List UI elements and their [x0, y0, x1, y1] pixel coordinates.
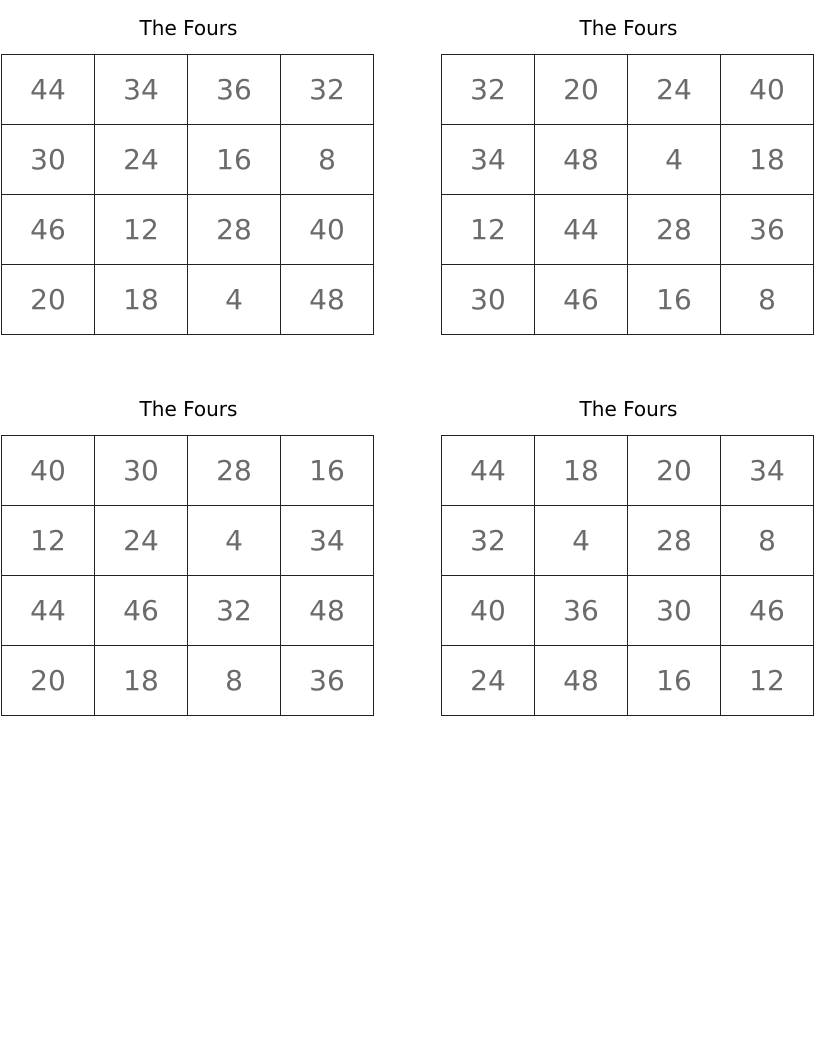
- grid-cell: 44: [2, 576, 95, 646]
- grid-cell: 12: [2, 506, 95, 576]
- grid-cell: 46: [535, 265, 628, 335]
- grid-cell: 20: [2, 265, 95, 335]
- grid-cell: 16: [628, 265, 721, 335]
- bingo-card-1: [1, 16, 376, 316]
- grid-cell: 20: [2, 646, 95, 716]
- grid-cell: 30: [442, 265, 535, 335]
- grid-cell: 48: [535, 646, 628, 716]
- grid-cell: 44: [535, 195, 628, 265]
- number-grid: [1, 54, 374, 335]
- grid-cell: 12: [442, 195, 535, 265]
- grid-cell: 18: [95, 265, 188, 335]
- grid-cell: 34: [442, 125, 535, 195]
- grid-cell: 46: [721, 576, 814, 646]
- grid-cell: 20: [628, 436, 721, 506]
- grid-cell: 18: [721, 125, 814, 195]
- number-grid: [441, 435, 814, 716]
- grid-cell: 32: [442, 55, 535, 125]
- grid-cell: 36: [535, 576, 628, 646]
- grid-cell: 20: [535, 55, 628, 125]
- grid-cell: 24: [95, 506, 188, 576]
- grid-cell: 24: [628, 55, 721, 125]
- grid-cell: 40: [442, 576, 535, 646]
- grid-cell: 4: [535, 506, 628, 576]
- grid-cell: 16: [281, 436, 374, 506]
- grid-row: [2, 195, 374, 265]
- grid-cell: 40: [2, 436, 95, 506]
- card-title: The Fours: [579, 397, 678, 421]
- grid-row: [2, 125, 374, 195]
- bingo-card-2: [441, 16, 816, 316]
- grid-row: [442, 125, 814, 195]
- grid-cell: 32: [442, 506, 535, 576]
- grid-cell: 30: [2, 125, 95, 195]
- grid-cell: 40: [721, 55, 814, 125]
- bingo-card-3: [1, 397, 376, 697]
- grid-cell: 4: [188, 506, 281, 576]
- grid-cell: 28: [188, 436, 281, 506]
- grid-row: [442, 436, 814, 506]
- grid-cell: 28: [628, 506, 721, 576]
- grid-row: [2, 55, 374, 125]
- grid-cell: 36: [188, 55, 281, 125]
- grid-cell: 46: [2, 195, 95, 265]
- grid-cell: 36: [281, 646, 374, 716]
- grid-cell: 32: [281, 55, 374, 125]
- grid-row: [442, 265, 814, 335]
- number-grid: [1, 435, 374, 716]
- grid-cell: 28: [188, 195, 281, 265]
- grid-cell: 30: [628, 576, 721, 646]
- grid-cell: 8: [721, 506, 814, 576]
- number-grid: [441, 54, 814, 335]
- grid-cell: 12: [95, 195, 188, 265]
- grid-row: [442, 576, 814, 646]
- grid-cell: 46: [95, 576, 188, 646]
- grid-row: [2, 506, 374, 576]
- grid-cell: 48: [281, 265, 374, 335]
- grid-cell: 48: [281, 576, 374, 646]
- bingo-card-4: [441, 397, 816, 697]
- grid-cell: 18: [535, 436, 628, 506]
- grid-cell: 18: [95, 646, 188, 716]
- grid-cell: 40: [281, 195, 374, 265]
- grid-row: [442, 195, 814, 265]
- card-title: The Fours: [139, 397, 238, 421]
- grid-row: [2, 265, 374, 335]
- grid-cell: 34: [95, 55, 188, 125]
- grid-cell: 44: [2, 55, 95, 125]
- grid-cell: 36: [721, 195, 814, 265]
- grid-cell: 4: [188, 265, 281, 335]
- grid-cell: 48: [535, 125, 628, 195]
- grid-row: [442, 55, 814, 125]
- grid-row: [2, 436, 374, 506]
- grid-cell: 44: [442, 436, 535, 506]
- grid-cell: 24: [95, 125, 188, 195]
- grid-cell: 16: [628, 646, 721, 716]
- grid-cell: 30: [95, 436, 188, 506]
- grid-cell: 16: [188, 125, 281, 195]
- grid-cell: 8: [281, 125, 374, 195]
- grid-cell: 8: [721, 265, 814, 335]
- grid-cell: 34: [281, 506, 374, 576]
- grid-row: [2, 576, 374, 646]
- grid-row: [442, 646, 814, 716]
- grid-cell: 8: [188, 646, 281, 716]
- grid-cell: 24: [442, 646, 535, 716]
- grid-row: [2, 646, 374, 716]
- card-title: The Fours: [139, 16, 238, 40]
- card-title: The Fours: [579, 16, 678, 40]
- grid-cell: 28: [628, 195, 721, 265]
- grid-cell: 34: [721, 436, 814, 506]
- grid-cell: 12: [721, 646, 814, 716]
- grid-row: [442, 506, 814, 576]
- grid-cell: 4: [628, 125, 721, 195]
- grid-cell: 32: [188, 576, 281, 646]
